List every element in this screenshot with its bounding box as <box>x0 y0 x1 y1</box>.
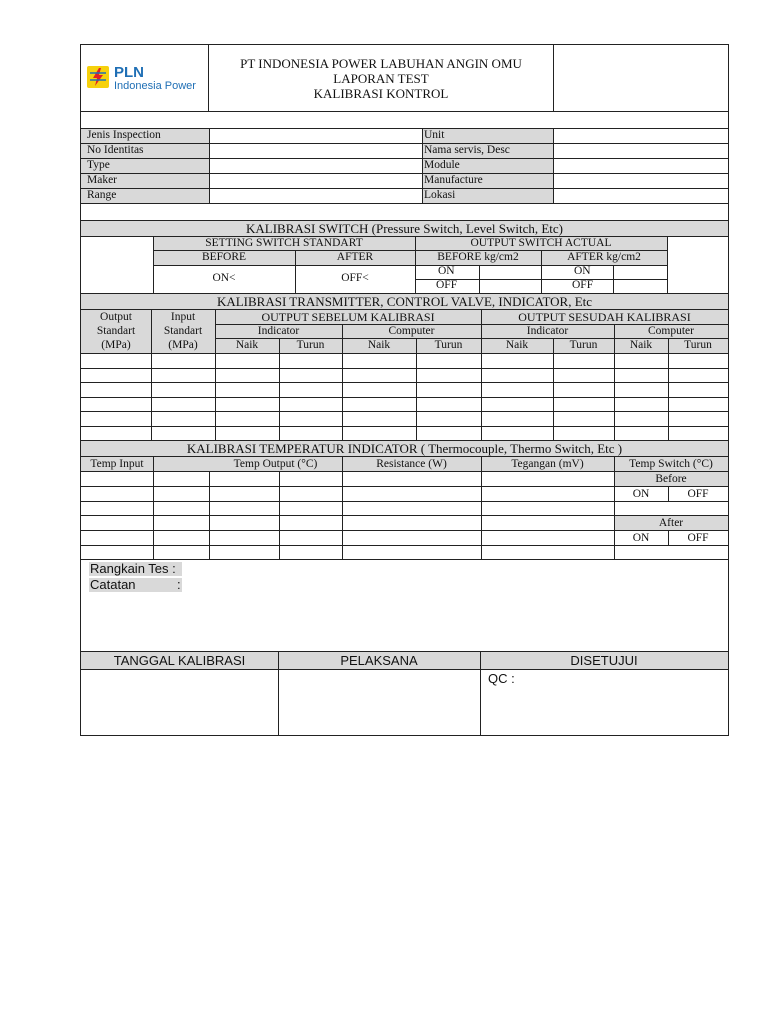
info-label: Lokasi <box>424 189 456 201</box>
lokasi-field[interactable] <box>553 189 728 203</box>
input-standart-unit: (MPa) <box>168 339 198 351</box>
tegangan-label: Tegangan (mV) <box>511 458 584 470</box>
divider <box>81 111 728 112</box>
info-label: Module <box>424 159 460 171</box>
temp-output-label: Temp Output (°C) <box>233 458 318 470</box>
report-type: LAPORAN TEST <box>333 71 429 86</box>
after-label: AFTER <box>336 251 374 263</box>
computer-label: Computer <box>648 325 694 337</box>
computer-label: Computer <box>388 325 435 337</box>
off-label: OFF <box>687 532 709 544</box>
output-standart-label: Standart <box>96 325 136 337</box>
setting-switch-standart-label: SETTING SWITCH STANDART <box>205 237 363 249</box>
divider <box>553 45 554 111</box>
resistance-label: Resistance (W) <box>376 458 447 470</box>
turun-label: Turun <box>569 339 598 351</box>
output-standart-label: Output <box>100 311 132 323</box>
naik-label: Naik <box>235 339 259 351</box>
switch-section-title: KALIBRASI SWITCH (Pressure Switch, Level Switch, Etc) <box>245 221 563 236</box>
module-field[interactable] <box>553 159 728 173</box>
transmitter-data-grid[interactable] <box>81 354 728 440</box>
on-label: ON <box>632 532 650 544</box>
output-switch-actual-label: OUTPUT SWITCH ACTUAL <box>470 237 612 249</box>
type-field[interactable] <box>209 159 422 173</box>
info-label: Type <box>87 159 110 171</box>
qc-label: QC : <box>488 671 515 686</box>
info-label: No Identitas <box>87 144 144 156</box>
output-standart-unit: (MPa) <box>101 339 131 351</box>
info-label: Manufacture <box>424 174 483 186</box>
off-label: OFF <box>436 279 458 291</box>
after-label: After <box>658 517 684 529</box>
naik-label: Naik <box>629 339 653 351</box>
calibration-form <box>80 44 729 736</box>
before-unit-label: BEFORE kg/cm2 <box>437 251 519 263</box>
naik-label: Naik <box>505 339 529 351</box>
turun-label: Turun <box>684 339 712 351</box>
manufacture-field[interactable] <box>553 174 728 188</box>
logo-brand: PLN <box>114 64 144 81</box>
rangkain-tes-label: Rangkain Tes : <box>90 561 176 576</box>
after-off-field[interactable] <box>614 280 667 293</box>
jenis-inspection-field[interactable] <box>209 129 422 143</box>
on-label: ON <box>574 265 591 277</box>
off-label: OFF <box>572 279 594 291</box>
output-sebelum-label: OUTPUT SEBELUM KALIBRASI <box>261 310 435 324</box>
info-label: Unit <box>424 129 445 141</box>
pln-logo <box>87 63 205 93</box>
on-label: ON <box>632 488 650 500</box>
page-title: KALIBRASI KONTROL <box>313 86 449 101</box>
naik-label: Naik <box>367 339 391 351</box>
disetujui-label: DISETUJUI <box>570 653 638 668</box>
info-label: Jenis Inspection <box>87 129 161 141</box>
maker-field[interactable] <box>209 174 422 188</box>
before-label: BEFORE <box>201 251 247 263</box>
off-label: OFF <box>687 488 709 500</box>
info-label: Nama servis, Desc <box>424 144 510 156</box>
after-on-field[interactable] <box>614 266 667 279</box>
on-label: ON <box>438 265 455 277</box>
turun-label: Turun <box>296 339 325 351</box>
info-label: Maker <box>87 174 118 186</box>
before-off-field[interactable] <box>480 280 541 293</box>
company-name: PT INDONESIA POWER LABUHAN ANGIN OMU <box>240 56 522 71</box>
unit-field[interactable] <box>553 129 728 143</box>
tanggal-kalibrasi-label: TANGGAL KALIBRASI <box>113 653 246 668</box>
qc-field[interactable] <box>521 670 726 734</box>
tanggal-field[interactable] <box>82 670 277 734</box>
range-field[interactable] <box>209 189 422 203</box>
input-standart-label: Input <box>170 311 196 323</box>
catatan-label: Catatan <box>90 577 136 592</box>
transmitter-section-title: KALIBRASI TRANSMITTER, CONTROL VALVE, INDICATOR, Etc <box>216 294 593 309</box>
pelaksana-label: PELAKSANA <box>340 653 418 668</box>
input-standart-label: Standart <box>163 325 203 337</box>
output-sesudah-label: OUTPUT SESUDAH KALIBRASI <box>518 310 691 324</box>
notes-field[interactable] <box>185 562 725 648</box>
turun-label: Turun <box>434 339 463 351</box>
after-unit-label: AFTER kg/cm2 <box>567 251 641 263</box>
off-setting-value: OFF< <box>341 272 369 284</box>
temp-input-label: Temp Input <box>90 458 144 470</box>
catatan-colon: : <box>177 577 181 592</box>
before-label: Before <box>655 473 687 485</box>
indicator-label: Indicator <box>526 325 569 337</box>
nama-servis-field[interactable] <box>553 144 728 158</box>
temperatur-data-grid[interactable] <box>81 472 614 559</box>
indicator-label: Indicator <box>257 325 300 337</box>
logo-subtitle: Indonesia Power <box>114 80 196 92</box>
info-label: Range <box>87 189 117 201</box>
temperatur-section-title: KALIBRASI TEMPERATUR INDICATOR ( Thermocouple, Thermo Switch, Etc ) <box>186 441 623 456</box>
no-identitas-field[interactable] <box>209 144 422 158</box>
on-setting-value: ON< <box>212 272 236 284</box>
lightning-icon <box>87 66 109 88</box>
before-on-field[interactable] <box>480 266 541 279</box>
pelaksana-field[interactable] <box>279 670 479 734</box>
temp-switch-label: Temp Switch (°C) <box>629 458 713 470</box>
